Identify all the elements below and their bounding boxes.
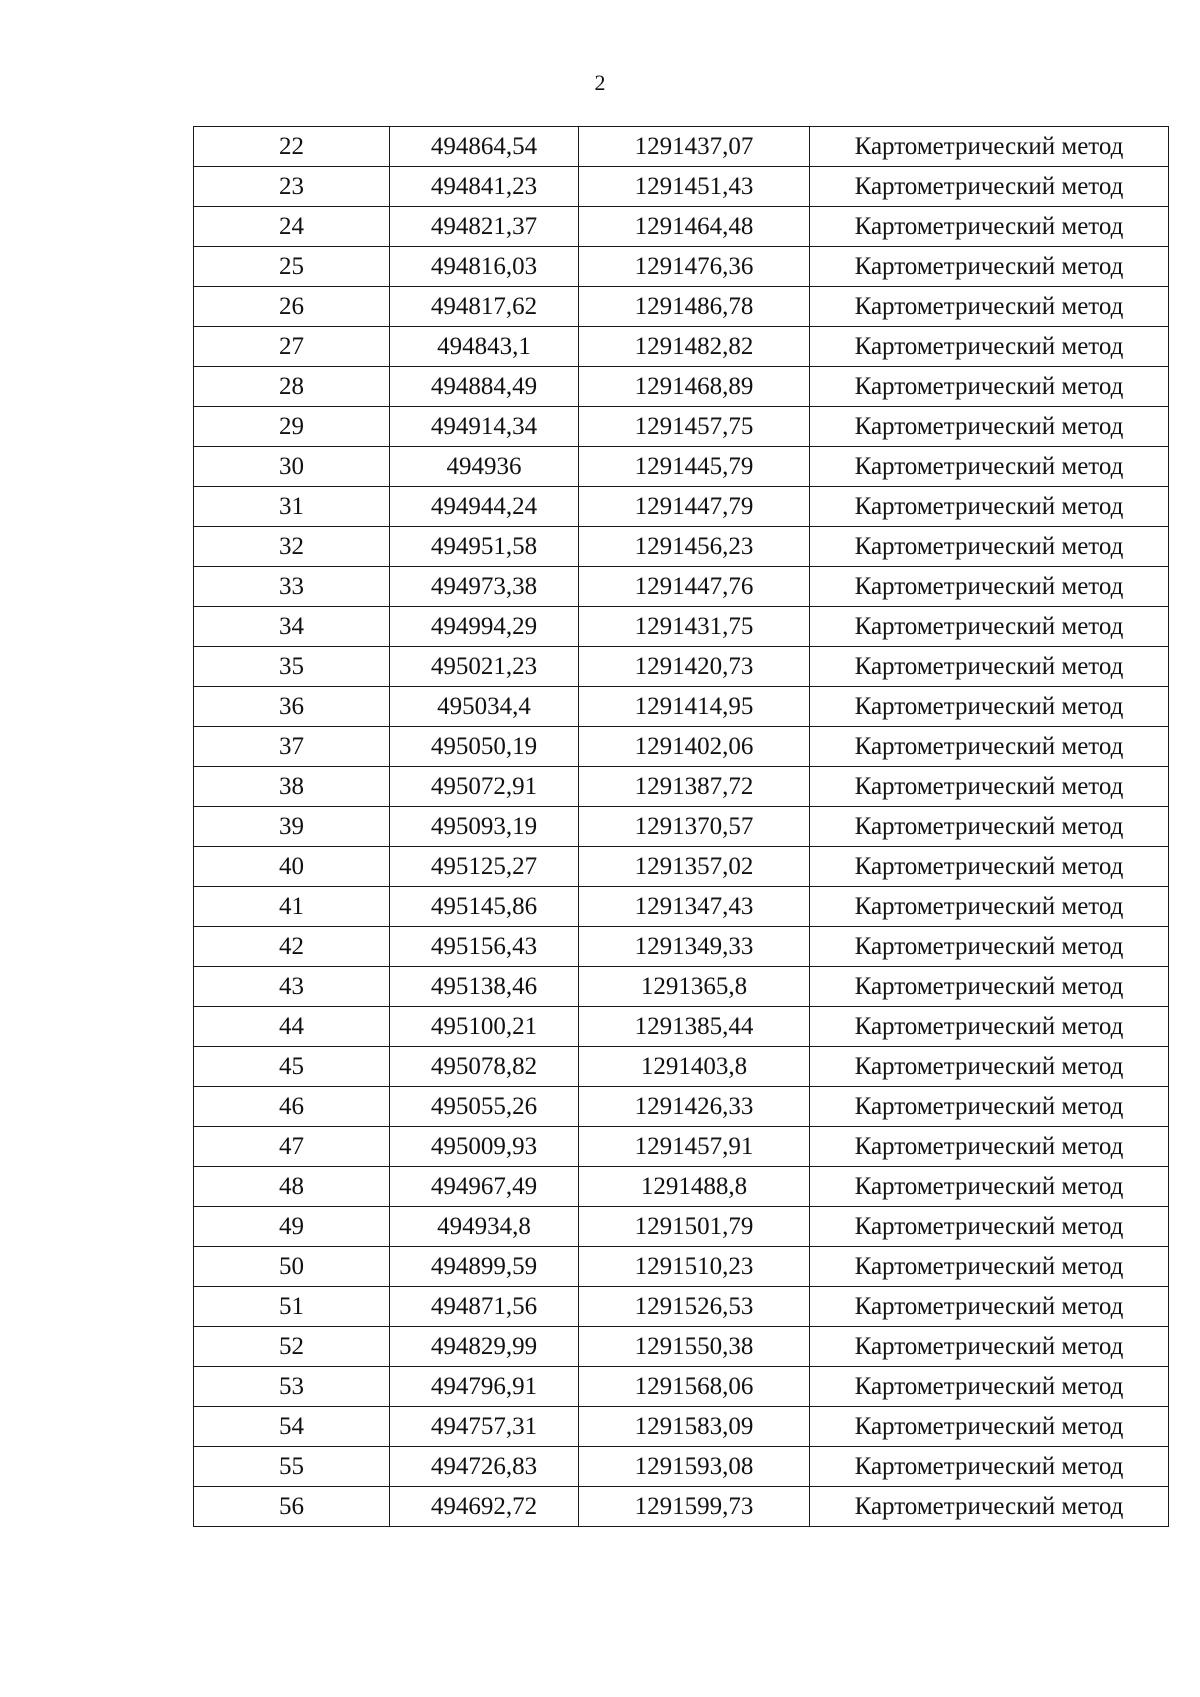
x-coordinate-cell: 495078,82 [390, 1047, 579, 1087]
x-coordinate-cell: 494692,72 [390, 1487, 579, 1527]
table-row [194, 1247, 1169, 1287]
point-number-cell: 46 [194, 1087, 390, 1127]
y-coordinate-cell: 1291464,48 [579, 207, 810, 247]
point-number-cell: 31 [194, 487, 390, 527]
method-cell: Картометрический метод [810, 1127, 1169, 1167]
point-number-cell: 48 [194, 1167, 390, 1207]
x-coordinate-cell: 494829,99 [390, 1327, 579, 1367]
x-coordinate-cell: 495050,19 [390, 727, 579, 767]
x-coordinate-cell: 494899,59 [390, 1247, 579, 1287]
y-coordinate-cell: 1291476,36 [579, 247, 810, 287]
y-coordinate-cell: 1291370,57 [579, 807, 810, 847]
x-coordinate-cell: 495072,91 [390, 767, 579, 807]
table-row [194, 967, 1169, 1007]
method-cell: Картометрический метод [810, 647, 1169, 687]
page-number: 2 [594, 70, 606, 95]
x-coordinate-cell: 494864,54 [390, 127, 579, 167]
method-cell: Картометрический метод [810, 847, 1169, 887]
y-coordinate-cell: 1291347,43 [579, 887, 810, 927]
table-row [194, 367, 1169, 407]
table-row [194, 487, 1169, 527]
method-cell: Картометрический метод [810, 1247, 1169, 1287]
table-row [194, 287, 1169, 327]
point-number-cell: 34 [194, 607, 390, 647]
y-coordinate-cell: 1291550,38 [579, 1327, 810, 1367]
y-coordinate-cell: 1291414,95 [579, 687, 810, 727]
table-row [194, 207, 1169, 247]
point-number-cell: 23 [194, 167, 390, 207]
x-coordinate-cell: 495138,46 [390, 967, 579, 1007]
method-cell: Картометрический метод [810, 1447, 1169, 1487]
table-row [194, 1007, 1169, 1047]
y-coordinate-cell: 1291510,23 [579, 1247, 810, 1287]
method-cell: Картометрический метод [810, 887, 1169, 927]
table-row [194, 807, 1169, 847]
table-row [194, 1327, 1169, 1367]
point-number-cell: 25 [194, 247, 390, 287]
point-number-cell: 54 [194, 1407, 390, 1447]
table-row [194, 1287, 1169, 1327]
x-coordinate-cell: 494843,1 [390, 327, 579, 367]
method-cell: Картометрический метод [810, 1167, 1169, 1207]
table-row [194, 1087, 1169, 1127]
x-coordinate-cell: 494841,23 [390, 167, 579, 207]
point-number-cell: 47 [194, 1127, 390, 1167]
point-number-cell: 33 [194, 567, 390, 607]
x-coordinate-cell: 494936 [390, 447, 579, 487]
table-row [194, 1127, 1169, 1167]
y-coordinate-cell: 1291447,76 [579, 567, 810, 607]
method-cell: Картометрический метод [810, 807, 1169, 847]
table-row [194, 447, 1169, 487]
y-coordinate-cell: 1291457,75 [579, 407, 810, 447]
method-cell: Картометрический метод [810, 367, 1169, 407]
y-coordinate-cell: 1291426,33 [579, 1087, 810, 1127]
x-coordinate-cell: 494914,34 [390, 407, 579, 447]
x-coordinate-cell: 495009,93 [390, 1127, 579, 1167]
method-cell: Картометрический метод [810, 1207, 1169, 1247]
point-number-cell: 37 [194, 727, 390, 767]
x-coordinate-cell: 494951,58 [390, 527, 579, 567]
table-row [194, 607, 1169, 647]
table-row [194, 407, 1169, 447]
y-coordinate-cell: 1291593,08 [579, 1447, 810, 1487]
y-coordinate-cell: 1291349,33 [579, 927, 810, 967]
point-number-cell: 22 [194, 127, 390, 167]
method-cell: Картометрический метод [810, 1407, 1169, 1447]
y-coordinate-cell: 1291486,78 [579, 287, 810, 327]
method-cell: Картометрический метод [810, 247, 1169, 287]
table-row [194, 127, 1169, 167]
method-cell: Картометрический метод [810, 967, 1169, 1007]
y-coordinate-cell: 1291437,07 [579, 127, 810, 167]
y-coordinate-cell: 1291599,73 [579, 1487, 810, 1527]
x-coordinate-cell: 494871,56 [390, 1287, 579, 1327]
method-cell: Картометрический метод [810, 1047, 1169, 1087]
table-row [194, 687, 1169, 727]
point-number-cell: 41 [194, 887, 390, 927]
x-coordinate-cell: 494817,62 [390, 287, 579, 327]
point-number-cell: 35 [194, 647, 390, 687]
x-coordinate-cell: 495093,19 [390, 807, 579, 847]
table-row [194, 647, 1169, 687]
y-coordinate-cell: 1291451,43 [579, 167, 810, 207]
point-number-cell: 53 [194, 1367, 390, 1407]
y-coordinate-cell: 1291488,8 [579, 1167, 810, 1207]
method-cell: Картометрический метод [810, 167, 1169, 207]
method-cell: Картометрический метод [810, 687, 1169, 727]
method-cell: Картометрический метод [810, 287, 1169, 327]
method-cell: Картометрический метод [810, 1287, 1169, 1327]
table-row [194, 527, 1169, 567]
point-number-cell: 44 [194, 1007, 390, 1047]
method-cell: Картометрический метод [810, 1327, 1169, 1367]
method-cell: Картометрический метод [810, 447, 1169, 487]
table-row [194, 327, 1169, 367]
x-coordinate-cell: 494726,83 [390, 1447, 579, 1487]
table-row [194, 167, 1169, 207]
point-number-cell: 55 [194, 1447, 390, 1487]
y-coordinate-cell: 1291420,73 [579, 647, 810, 687]
x-coordinate-cell: 494884,49 [390, 367, 579, 407]
table-row [194, 767, 1169, 807]
table-row [194, 1447, 1169, 1487]
point-number-cell: 51 [194, 1287, 390, 1327]
coordinates-table-body [194, 127, 1169, 1527]
point-number-cell: 27 [194, 327, 390, 367]
x-coordinate-cell: 494934,8 [390, 1207, 579, 1247]
table-row [194, 567, 1169, 607]
y-coordinate-cell: 1291402,06 [579, 727, 810, 767]
method-cell: Картометрический метод [810, 727, 1169, 767]
y-coordinate-cell: 1291385,44 [579, 1007, 810, 1047]
x-coordinate-cell: 495021,23 [390, 647, 579, 687]
method-cell: Картометрический метод [810, 1367, 1169, 1407]
y-coordinate-cell: 1291583,09 [579, 1407, 810, 1447]
point-number-cell: 56 [194, 1487, 390, 1527]
point-number-cell: 32 [194, 527, 390, 567]
table-row [194, 1367, 1169, 1407]
table-row [194, 927, 1169, 967]
method-cell: Картометрический метод [810, 207, 1169, 247]
y-coordinate-cell: 1291403,8 [579, 1047, 810, 1087]
y-coordinate-cell: 1291445,79 [579, 447, 810, 487]
table-row [194, 1207, 1169, 1247]
coordinates-table [193, 126, 1169, 1527]
y-coordinate-cell: 1291457,91 [579, 1127, 810, 1167]
point-number-cell: 38 [194, 767, 390, 807]
x-coordinate-cell: 494973,38 [390, 567, 579, 607]
table-row [194, 1047, 1169, 1087]
point-number-cell: 52 [194, 1327, 390, 1367]
x-coordinate-cell: 495125,27 [390, 847, 579, 887]
method-cell: Картометрический метод [810, 407, 1169, 447]
table-row [194, 247, 1169, 287]
method-cell: Картометрический метод [810, 567, 1169, 607]
method-cell: Картометрический метод [810, 327, 1169, 367]
x-coordinate-cell: 494944,24 [390, 487, 579, 527]
x-coordinate-cell: 495055,26 [390, 1087, 579, 1127]
x-coordinate-cell: 495145,86 [390, 887, 579, 927]
method-cell: Картометрический метод [810, 487, 1169, 527]
y-coordinate-cell: 1291468,89 [579, 367, 810, 407]
y-coordinate-cell: 1291431,75 [579, 607, 810, 647]
point-number-cell: 42 [194, 927, 390, 967]
method-cell: Картометрический метод [810, 527, 1169, 567]
point-number-cell: 49 [194, 1207, 390, 1247]
method-cell: Картометрический метод [810, 127, 1169, 167]
point-number-cell: 28 [194, 367, 390, 407]
point-number-cell: 45 [194, 1047, 390, 1087]
x-coordinate-cell: 495100,21 [390, 1007, 579, 1047]
x-coordinate-cell: 494967,49 [390, 1167, 579, 1207]
y-coordinate-cell: 1291447,79 [579, 487, 810, 527]
y-coordinate-cell: 1291482,82 [579, 327, 810, 367]
x-coordinate-cell: 494757,31 [390, 1407, 579, 1447]
method-cell: Картометрический метод [810, 1007, 1169, 1047]
point-number-cell: 24 [194, 207, 390, 247]
point-number-cell: 26 [194, 287, 390, 327]
table-row [194, 887, 1169, 927]
table-row [194, 1167, 1169, 1207]
y-coordinate-cell: 1291357,02 [579, 847, 810, 887]
point-number-cell: 40 [194, 847, 390, 887]
y-coordinate-cell: 1291526,53 [579, 1287, 810, 1327]
method-cell: Картометрический метод [810, 927, 1169, 967]
point-number-cell: 43 [194, 967, 390, 1007]
x-coordinate-cell: 495156,43 [390, 927, 579, 967]
point-number-cell: 36 [194, 687, 390, 727]
x-coordinate-cell: 494816,03 [390, 247, 579, 287]
table-row [194, 1407, 1169, 1447]
table-row [194, 1487, 1169, 1527]
x-coordinate-cell: 495034,4 [390, 687, 579, 727]
point-number-cell: 50 [194, 1247, 390, 1287]
y-coordinate-cell: 1291501,79 [579, 1207, 810, 1247]
y-coordinate-cell: 1291365,8 [579, 967, 810, 1007]
x-coordinate-cell: 494796,91 [390, 1367, 579, 1407]
point-number-cell: 30 [194, 447, 390, 487]
y-coordinate-cell: 1291568,06 [579, 1367, 810, 1407]
y-coordinate-cell: 1291387,72 [579, 767, 810, 807]
point-number-cell: 39 [194, 807, 390, 847]
y-coordinate-cell: 1291456,23 [579, 527, 810, 567]
x-coordinate-cell: 494821,37 [390, 207, 579, 247]
table-row [194, 727, 1169, 767]
method-cell: Картометрический метод [810, 1487, 1169, 1527]
method-cell: Картометрический метод [810, 1087, 1169, 1127]
point-number-cell: 29 [194, 407, 390, 447]
method-cell: Картометрический метод [810, 607, 1169, 647]
x-coordinate-cell: 494994,29 [390, 607, 579, 647]
method-cell: Картометрический метод [810, 767, 1169, 807]
table-row [194, 847, 1169, 887]
